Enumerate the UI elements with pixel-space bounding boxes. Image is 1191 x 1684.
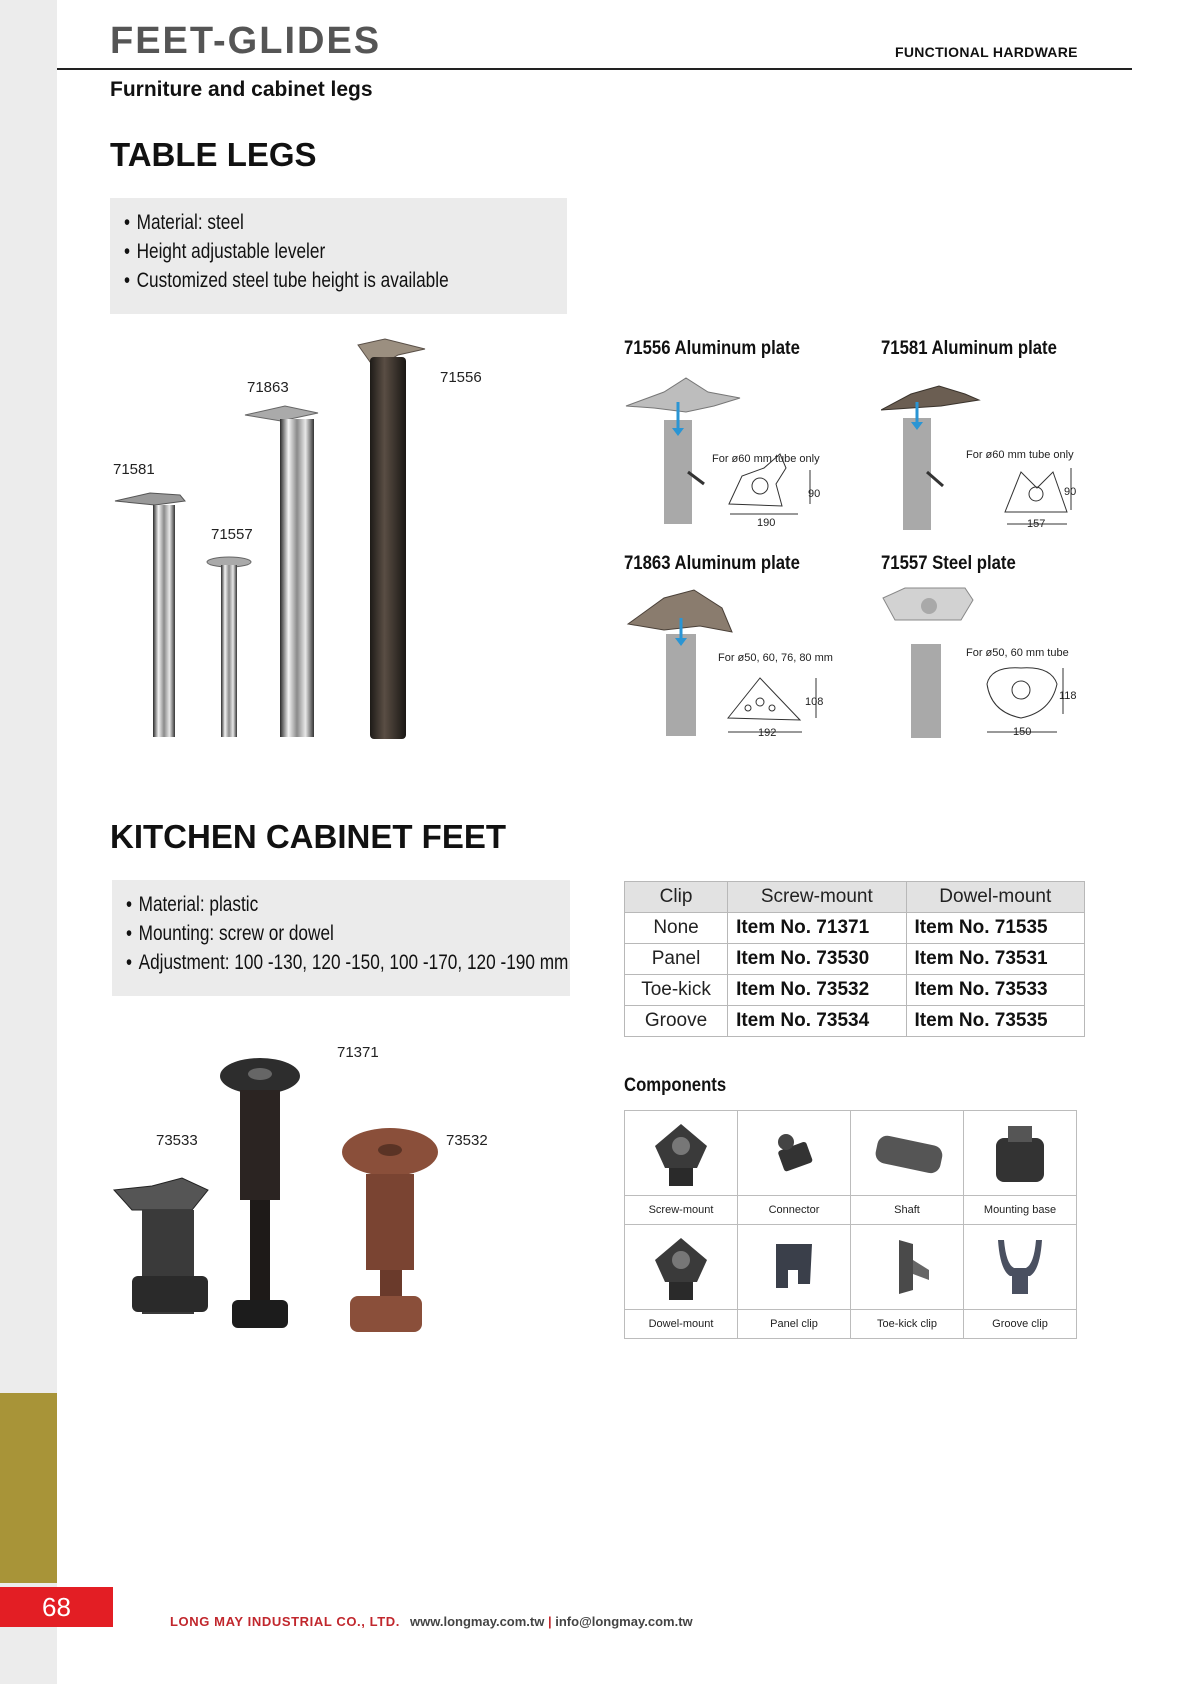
item-cell: Item No. 71535 [906,913,1084,944]
row-label: Panel [625,944,728,975]
component-cell [964,1111,1077,1225]
item-cell: Item No. 73533 [906,975,1084,1006]
groove-clip-image [964,1225,1076,1310]
table-row [625,1006,1085,1037]
table-header-row [625,882,1085,913]
table-header: Screw-mount [728,882,906,913]
component-label: Toe-kick clip [877,1318,937,1330]
footer-website[interactable]: www.longmay.com.tw [410,1614,545,1629]
component-label: Dowel-mount [648,1318,714,1330]
dowel-mount-image [625,1225,737,1310]
connector-image [738,1111,850,1196]
feature-item: • Height adjustable leveler [124,237,487,266]
feature-item: • Customized steel tube height is available [124,266,487,295]
plate-title: 71556 Aluminum plate [624,338,800,359]
item-cell: Item No. 71371 [728,913,906,944]
plate-height: 90 [1064,486,1077,498]
component-cell [851,1111,964,1225]
plate-note: For ø60 mm tube only [712,453,820,465]
item-cell: Item No. 73535 [906,1006,1084,1037]
kitchen-feet-image [112,1050,492,1360]
table-header: Dowel-mount [906,882,1084,913]
leg-code-71557: 71557 [211,526,253,543]
plate-width: 157 [1027,518,1046,530]
plate-title: 71557 Steel plate [881,553,1016,574]
row-label: Toe-kick [625,975,728,1006]
row-label: None [625,913,728,944]
components-grid [624,1110,1077,1339]
plate-note: For ø50, 60 mm tube [966,647,1069,659]
page-subtitle: Furniture and cabinet legs [110,78,373,101]
header-rule [57,68,1132,70]
toe-kick-clip-image [851,1225,963,1310]
plate-height: 118 [1059,690,1077,702]
shaft-image [851,1111,963,1196]
leg-code-71863: 71863 [247,379,289,396]
footer-email[interactable]: info@longmay.com.tw [555,1614,693,1629]
component-cell [964,1225,1077,1339]
item-cell: Item No. 73534 [728,1006,906,1037]
table-header: Clip [625,882,728,913]
component-cell [738,1225,851,1339]
plate-title: 71581 Aluminum plate [881,338,1057,359]
plate-height: 108 [805,696,824,708]
plate-height: 90 [808,488,821,500]
component-label: Connector [768,1204,820,1216]
component-label: Panel clip [770,1318,818,1330]
page-number: 68 [0,1587,113,1627]
footer-contact [410,1614,693,1629]
kitchen-feet-table [624,881,1085,1037]
component-cell [738,1111,851,1225]
plate-width: 190 [757,517,776,529]
table-legs-image [105,335,485,745]
plate-width: 192 [758,727,777,739]
plate-71556-diagram [624,372,824,532]
leg-code-71556: 71556 [440,369,482,386]
item-cell: Item No. 73532 [728,975,906,1006]
component-label: Screw-mount [648,1204,714,1216]
plate-note: For ø50, 60, 76, 80 mm [718,652,833,664]
table-legs-features [110,198,567,314]
kitchen-feet-features [112,880,570,996]
mounting-base-image [964,1111,1076,1196]
feature-item: • Mounting: screw or dowel [126,919,490,948]
feature-item: • Adjustment: 100 -130, 120 -150, 100 -170, 120 -190 mm [126,948,490,977]
foot-code-73532: 73532 [446,1132,488,1149]
feature-item: • Material: plastic [126,890,490,919]
footer-separator: | [547,1614,552,1629]
component-label: Mounting base [983,1204,1057,1216]
table-legs-heading: TABLE LEGS [110,136,317,173]
item-cell: Item No. 73531 [906,944,1084,975]
plate-width: 150 [1013,726,1032,738]
leg-code-71581: 71581 [113,461,155,478]
footer-company: LONG MAY INDUSTRIAL CO., LTD. [170,1614,400,1629]
plate-note: For ø60 mm tube only [966,449,1074,461]
foot-code-71371: 71371 [337,1044,379,1061]
row-label: Groove [625,1006,728,1037]
component-cell [625,1225,738,1339]
panel-clip-image [738,1225,850,1310]
component-cell [851,1225,964,1339]
table-row [625,975,1085,1006]
component-label: Shaft [894,1204,920,1216]
plate-71557-diagram [881,584,1081,738]
plate-title: 71863 Aluminum plate [624,553,800,574]
screw-mount-image [625,1111,737,1196]
components-heading: Components [624,1075,727,1096]
item-cell: Item No. 73530 [728,944,906,975]
sidebar-gold-band [0,1393,57,1583]
page-title: FEET-GLIDES [110,20,382,62]
kitchen-feet-heading: KITCHEN CABINET FEET [110,818,506,855]
component-label: Groove clip [992,1318,1048,1330]
category-label: FUNCTIONAL HARDWARE [895,44,1078,60]
feature-item: • Material: steel [124,208,487,237]
table-row [625,913,1085,944]
component-cell [625,1111,738,1225]
foot-code-73533: 73533 [156,1132,198,1149]
table-row [625,944,1085,975]
